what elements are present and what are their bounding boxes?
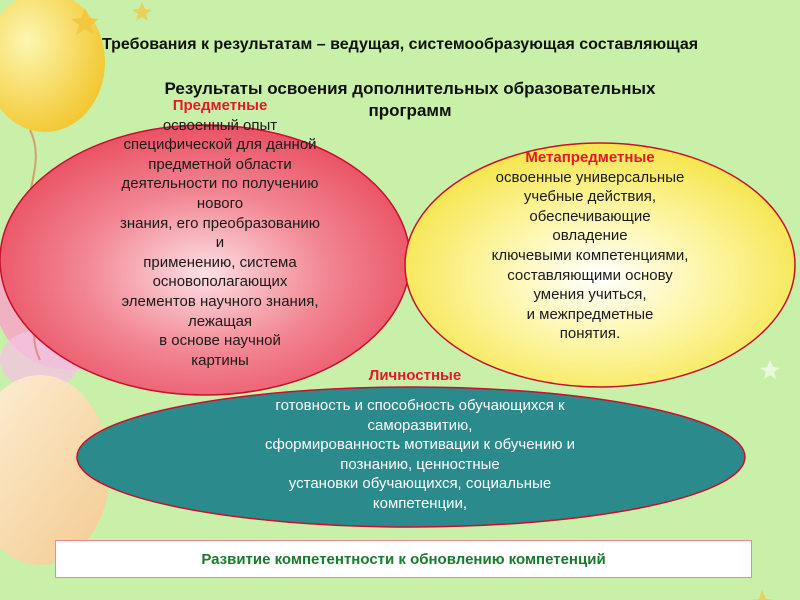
lichnostnye-line: компетенции, — [372, 494, 468, 512]
lichnostnye-line: сформированность мотивации к обучению и — [265, 436, 575, 454]
metapredmetnye-heading: Метапредметные — [525, 149, 655, 166]
lichnostnye-line: познанию, ценностные — [340, 455, 500, 473]
predmetnye-line: применению, система — [143, 253, 297, 271]
header-title: Требования к результатам – ведущая, системообразующая составляющая — [101, 36, 699, 53]
predmetnye-line: в основе научной — [159, 332, 281, 350]
star-icon — [750, 590, 775, 600]
predmetnye-line: картины — [191, 351, 249, 369]
predmetnye-line: и — [215, 234, 225, 252]
predmetnye-line: деятельности по получению — [121, 175, 319, 193]
metapredmetnye-line: освоенные универсальные — [495, 168, 685, 186]
predmetnye-line: основополагающих — [152, 273, 288, 291]
metapredmetnye-line: и межпредметные — [526, 305, 654, 323]
predmetnye-heading: Предметные — [172, 97, 268, 114]
lichnostnye-line: готовность и способность обучающихся к — [275, 397, 565, 414]
predmetnye-line: знания, его преобразованию — [120, 214, 320, 232]
metapredmetnye-line: умения учиться, — [533, 286, 647, 304]
lichnostnye-heading: Личностные — [368, 367, 462, 384]
lichnostnye-line: установки обучающихся, социальные — [288, 475, 552, 493]
predmetnye-line: лежащая — [187, 312, 253, 330]
predmetnye-line: специфической для данной — [123, 136, 317, 154]
footer-text: Развитие компетентности к обновлению компетенций — [201, 550, 606, 568]
metapredmetnye-line: обеспечивающие — [529, 207, 651, 225]
metapredmetnye-line: ключевыми компетенциями, — [491, 246, 689, 264]
metapredmetnye-line: понятия. — [559, 325, 621, 343]
star-icon — [132, 2, 152, 21]
metapredmetnye-line: овладение — [552, 227, 628, 245]
predmetnye-line: освоенный опыт — [162, 116, 278, 134]
main-title-line-1: Результаты освоения дополнительных образовательных — [164, 79, 656, 98]
metapredmetnye-line: учебные действия, — [523, 188, 657, 206]
lichnostnye-line: саморазвитию, — [367, 416, 473, 434]
predmetnye-line: предметной области — [148, 155, 292, 173]
predmetnye-text — [70, 96, 370, 370]
predmetnye-line: элементов научного знания, — [121, 292, 319, 310]
metapredmetnye-line: составляющими основу — [507, 266, 673, 284]
metapredmetnye-text — [440, 148, 740, 344]
star-icon — [760, 360, 780, 379]
footer-box — [55, 540, 752, 578]
lichnostnye-text — [180, 396, 660, 514]
main-title-line-2: программ — [368, 101, 452, 120]
predmetnye-line: нового — [196, 194, 244, 212]
